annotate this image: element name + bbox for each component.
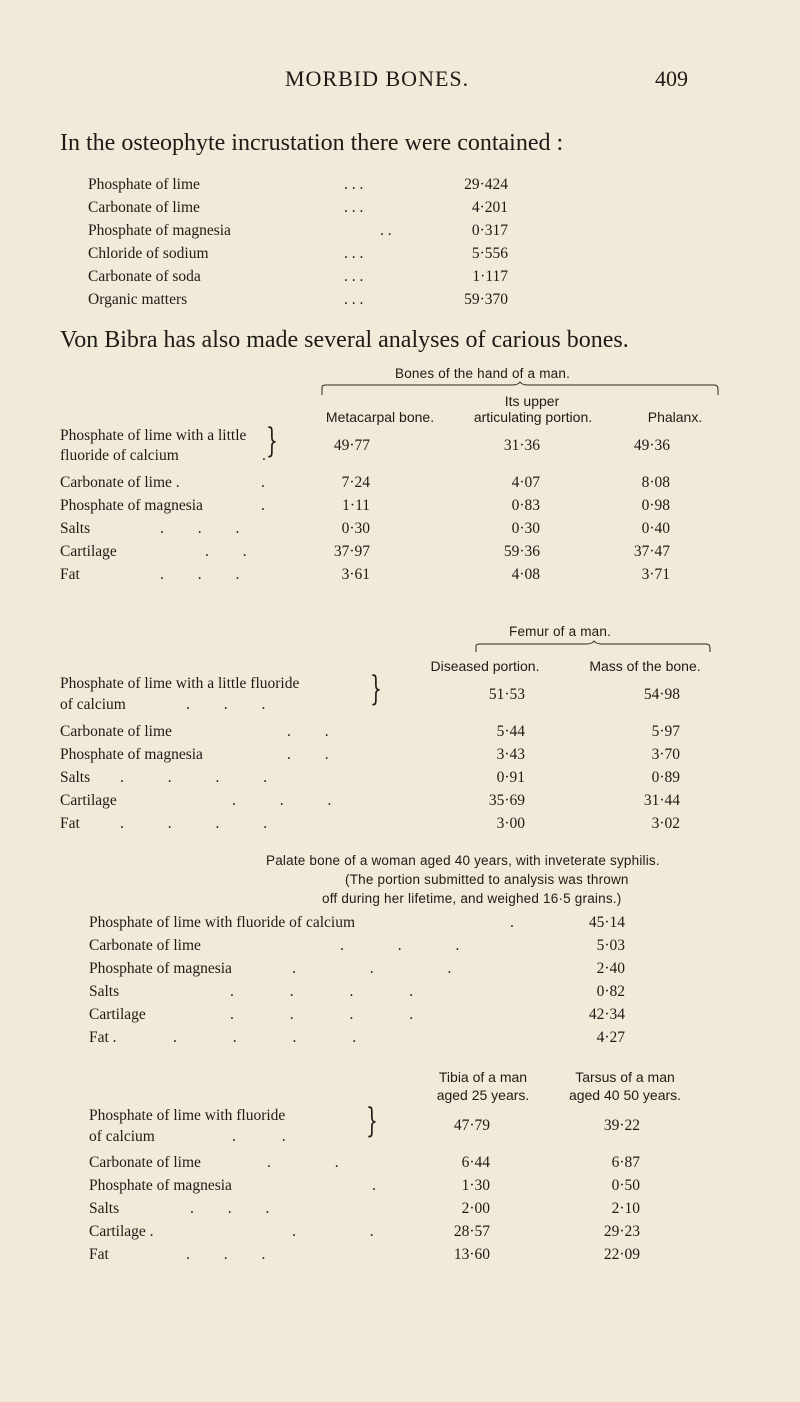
row-label: Salts (60, 769, 91, 786)
row-label: Phosphate of magnesia (89, 960, 232, 977)
leader-dots: . (262, 447, 266, 464)
cell-value: 3·61 (341, 566, 370, 583)
row-label: Phosphate of lime (88, 176, 200, 193)
cell-value: 0·83 (511, 497, 540, 514)
leader-dots: . (372, 1177, 376, 1194)
cell-value: 51·53 (488, 686, 525, 703)
cell-value: 31·36 (503, 437, 540, 454)
running-title: MORBID BONES. (285, 66, 470, 91)
cell-value: 3·02 (651, 815, 680, 832)
column-brace (474, 642, 714, 654)
row-label: Cartilage . (89, 1223, 154, 1240)
cell-value: 4·08 (511, 566, 540, 583)
leader-dots: . . (205, 543, 247, 560)
cell-value: 47·79 (453, 1117, 490, 1134)
table-row (88, 199, 708, 221)
leader-dots: . . . (292, 960, 452, 977)
leader-dots: . . (287, 746, 329, 763)
table-row (88, 245, 708, 267)
cell-value: 35·69 (488, 792, 525, 809)
table-row (88, 222, 708, 244)
row-label: Cartilage (60, 792, 117, 809)
leader-dots: . . . . (120, 769, 268, 786)
curly-brace: } (366, 1101, 378, 1141)
row-label: Fat (60, 566, 80, 583)
row-label: Salts (89, 1200, 120, 1217)
leader-dots: . . (292, 1223, 374, 1240)
row-label: Cartilage (89, 1006, 146, 1023)
cell-value: 0·40 (641, 520, 670, 537)
table-row-label: fluoride of calcium (60, 447, 179, 464)
cell-value: 0·91 (496, 769, 525, 786)
cell-value: 2·40 (596, 960, 625, 977)
leader-dots: . . (380, 222, 392, 239)
cell-value: 6·87 (611, 1154, 640, 1171)
leader-dots: . . . . (173, 1029, 357, 1046)
leader-dots: . . . (344, 268, 364, 285)
cell-value: 59·36 (503, 543, 540, 560)
cell-value: 39·22 (603, 1117, 640, 1134)
row-value: 59·370 (464, 291, 508, 308)
row-value: 4·201 (471, 199, 508, 216)
row-label: Carbonate of lime (89, 1154, 201, 1171)
column-header: Mass of the bone. (589, 658, 701, 674)
row-value: 5·556 (471, 245, 508, 262)
cell-value: 22·09 (603, 1246, 640, 1263)
leader-dots: . . . (160, 566, 240, 583)
column-header: Its upper (504, 393, 560, 409)
row-label: Phosphate of lime with fluoride of calcium (89, 914, 356, 931)
leader-dots: . . . . (230, 1006, 414, 1023)
cell-value: 31·44 (643, 792, 680, 809)
cell-value: 6·44 (461, 1154, 490, 1171)
curly-brace: } (370, 669, 382, 709)
leader-dots: . . . (344, 199, 364, 216)
cell-value: 4·27 (596, 1029, 625, 1046)
column-header: Phalanx. (647, 409, 703, 425)
cell-value: 4·07 (511, 474, 540, 491)
cell-value: 0·30 (341, 520, 370, 537)
cell-value: 49·77 (333, 437, 370, 454)
table-caption: off during her lifetime, and weighed 16·5 grains.) (322, 891, 622, 906)
row-value: 29·424 (464, 176, 508, 193)
cell-value: 7·24 (341, 474, 370, 491)
table-row (88, 176, 708, 198)
row-label: Salts (60, 520, 91, 537)
row-label: Fat (89, 1246, 109, 1263)
table-row (88, 268, 708, 290)
cell-value: 1·11 (342, 497, 370, 514)
leader-dots: . . . (160, 520, 240, 537)
table-caption: Bones of the hand of a man. (395, 366, 571, 381)
leader-dots: . . . . (120, 815, 268, 832)
running-header (0, 66, 800, 106)
table-caption: Femur of a man. (509, 624, 612, 639)
cell-value: 5·03 (596, 937, 625, 954)
curly-brace: } (266, 421, 278, 461)
cell-value: 0·50 (611, 1177, 640, 1194)
cell-value: 0·98 (641, 497, 670, 514)
leader-dots: . . . (344, 245, 364, 262)
cell-value: 3·70 (651, 746, 680, 763)
cell-value: 8·08 (641, 474, 670, 491)
table-row-label: Phosphate of lime with fluoride (89, 1107, 286, 1124)
bibra-text: Von Bibra has also made several analyses of carious bones. (60, 327, 629, 353)
row-label: Carbonate of soda (88, 268, 201, 285)
leader-dots: . (261, 474, 265, 491)
row-label: Carbonate of lime . (60, 474, 180, 491)
cell-value: 0·30 (511, 520, 540, 537)
row-label: Fat . (89, 1029, 117, 1046)
cell-value: 5·44 (496, 723, 525, 740)
table-row-label: of calcium (60, 696, 126, 713)
leader-dots: . . . . (230, 983, 414, 1000)
row-label: Carbonate of lime (60, 723, 172, 740)
cell-value: 3·71 (641, 566, 670, 583)
cell-value: 29·23 (603, 1223, 640, 1240)
row-value: 1·117 (472, 268, 508, 285)
cell-value: 0·89 (651, 769, 680, 786)
cell-value: 1·30 (461, 1177, 490, 1194)
table-row-label: Phosphate of lime with a little fluoride (60, 675, 300, 692)
leader-dots: . . . (186, 696, 266, 713)
column-header: Diseased portion. (430, 658, 540, 674)
column-header: Tarsus of a man (575, 1069, 675, 1085)
cell-value: 2·00 (461, 1200, 490, 1217)
column-header: Metacarpal bone. (325, 409, 435, 425)
cell-value: 45·14 (588, 914, 625, 931)
leader-dots: . . . (344, 291, 364, 308)
cell-value: 42·34 (588, 1006, 625, 1023)
leader-dots: . . . (344, 176, 364, 193)
cell-value: 3·00 (496, 815, 525, 832)
cell-value: 2·10 (611, 1200, 640, 1217)
cell-value: 0·82 (596, 983, 625, 1000)
cell-value: 37·97 (333, 543, 370, 560)
cell-value: 5·97 (651, 723, 680, 740)
row-label: Phosphate of magnesia (60, 497, 203, 514)
row-label: Organic matters (88, 291, 188, 308)
cell-value: 49·36 (633, 437, 670, 454)
leader-dots: . . . (232, 792, 332, 809)
column-header: Tibia of a man (438, 1069, 528, 1085)
row-label: Phosphate of magnesia (88, 222, 231, 239)
row-label: Phosphate of magnesia (60, 746, 203, 763)
table-row-label: of calcium (89, 1128, 155, 1145)
row-label: Chloride of sodium (88, 245, 209, 262)
cell-value: 28·57 (453, 1223, 490, 1240)
leader-dots: . . (232, 1128, 286, 1145)
cell-value: 37·47 (633, 543, 670, 560)
cell-value: 13·60 (453, 1246, 490, 1263)
page-number: 409 (655, 66, 688, 91)
leader-dots: . . . (186, 1246, 266, 1263)
leader-dots: . . . (340, 937, 460, 954)
intro-text: In the osteophyte incrustation there were contained : (60, 130, 564, 156)
cell-value: 54·98 (643, 686, 680, 703)
leader-dots: . (261, 497, 265, 514)
table-row (88, 291, 708, 313)
row-label: Fat (60, 815, 80, 832)
row-label: Carbonate of lime (89, 937, 201, 954)
column-header: aged 25 years. (436, 1087, 530, 1103)
column-header: articulating portion. (473, 409, 593, 425)
leader-dots: . . . (190, 1200, 270, 1217)
row-value: 0·317 (471, 222, 508, 239)
row-label: Phosphate of magnesia (89, 1177, 232, 1194)
leader-dots: . . (267, 1154, 339, 1171)
table-caption: (The portion submitted to analysis was thrown (345, 872, 629, 887)
row-label: Cartilage (60, 543, 117, 560)
row-label: Carbonate of lime (88, 199, 200, 216)
leader-dots: . (510, 914, 514, 931)
cell-value: 3·43 (496, 746, 525, 763)
row-label: Salts (89, 983, 120, 1000)
leader-dots: . . (287, 723, 329, 740)
table-caption: Palate bone of a woman aged 40 years, with inveterate syphilis. (266, 853, 660, 868)
table-row-label: Phosphate of lime with a little (60, 427, 247, 444)
column-header: aged 40 50 years. (568, 1087, 682, 1103)
